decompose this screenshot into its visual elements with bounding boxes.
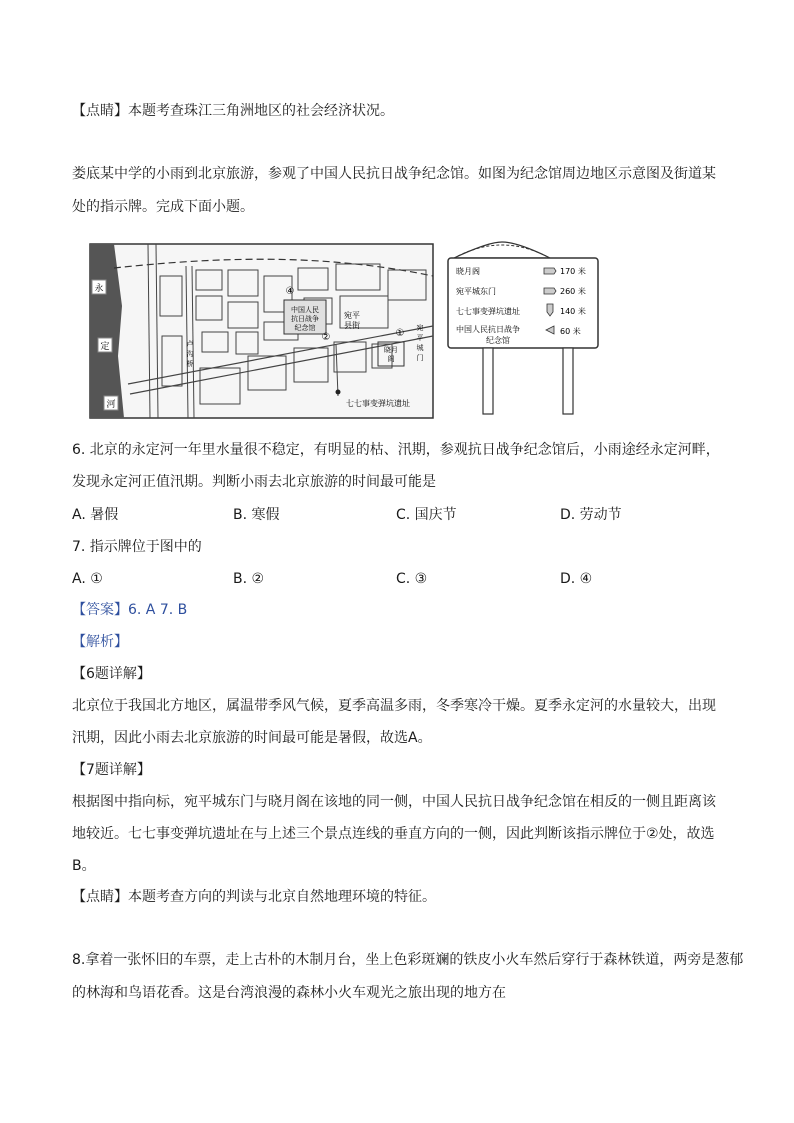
sign-row-1-name: 晓月阁 <box>456 267 480 276</box>
river-label-1: 永 <box>94 284 104 294</box>
sign-arch <box>454 242 550 258</box>
q6-option-b: B. 寒假 <box>233 507 280 523</box>
east-gate-label-2: 平 <box>416 334 424 342</box>
sign-row-3-dist: 140 米 <box>560 307 586 316</box>
intro-line-2: 处的指示牌。完成下面小题。 <box>72 199 254 215</box>
museum-label-3: 纪念馆 <box>294 324 316 332</box>
sign-post-left <box>483 348 493 414</box>
east-gate-label-3: 城 <box>416 344 424 352</box>
detail-6-line-1: 北京位于我国北方地区，属温带季风气候，夏季高温多雨，冬季寒冷干燥。夏季永定河的水量较大，出现 <box>72 698 716 714</box>
q6-line-1: 6. 北京的永定河一年里水量很不稳定，有明显的枯、汛期，参观抗日战争纪念馆后，小雨途经永定河畔， <box>72 442 720 458</box>
museum-label-1: 中国人民 <box>291 306 319 314</box>
q7-option-a: A. ① <box>72 571 103 587</box>
sign-row-3-name: 七七事变弹坑遗址 <box>456 307 520 316</box>
river-label-3: 河 <box>106 400 116 410</box>
sign-row-4-dist: 60 米 <box>560 327 581 336</box>
sign-row-4-name-line2: 纪念馆 <box>486 336 510 345</box>
road-label-3: 桥 <box>186 360 194 368</box>
sign-board <box>448 242 598 414</box>
q7-option-d: D. ④ <box>560 571 593 587</box>
street-label-2: 县街 <box>344 321 360 330</box>
sign-post-right <box>563 348 573 414</box>
arrow-right-icon <box>544 288 556 294</box>
pavilion-label-1: 晓月 <box>384 346 398 354</box>
answer-line: 【答案】6. A 7. B <box>72 602 188 618</box>
river-label-2: 定 <box>100 342 110 352</box>
q8-line-2: 的林海和鸟语花香。这是台湾浪漫的森林小火车观光之旅出现的地方在 <box>72 985 506 1001</box>
map-figure <box>88 236 618 420</box>
road-label-1: 卢 <box>186 340 194 348</box>
marker-2: ② <box>321 332 331 343</box>
museum-label-2: 抗日战争 <box>291 315 319 323</box>
sign-row-1-dist: 170 米 <box>560 267 586 276</box>
road-label-2: 沟 <box>186 350 194 358</box>
sign-row-2-dist: 260 米 <box>560 287 586 296</box>
detail-7-line-3: B。 <box>72 858 96 874</box>
top-note: 【点睛】本题考查珠江三角洲地区的社会经济状况。 <box>72 103 394 119</box>
detail-6-title: 【6题详解】 <box>72 666 151 682</box>
pavilion-label-2: 阁 <box>387 355 395 363</box>
q6-option-d: D. 劳动节 <box>560 507 622 523</box>
marker-1: ① <box>395 328 405 339</box>
q7-stem: 7. 指示牌位于图中的 <box>72 539 202 555</box>
crater-label: 七七事变弹坑遗址 <box>346 399 410 408</box>
east-gate-label-1: 宛 <box>416 324 424 332</box>
detail-7-line-2: 地较近。七七事变弹坑遗址在与上述三个景点连线的垂直方向的一侧，因此判断该指示牌位于②处，故选 <box>72 826 715 842</box>
q6-option-a: A. 暑假 <box>72 507 119 523</box>
sign-row-4-name: 中国人民抗日战争 <box>456 325 520 334</box>
detail-7-title: 【7题详解】 <box>72 762 151 778</box>
street-label-1: 宛平 <box>344 311 360 320</box>
q8-line-1: 8.拿着一张怀旧的车票，走上古朴的木制月台，坐上色彩斑斓的铁皮小火车然后穿行于森林铁道，两旁是葱郁 <box>72 952 744 968</box>
intro-line-1: 娄底某中学的小雨到北京旅游，参观了中国人民抗日战争纪念馆。如图为纪念馆周边地区示意图及街道某 <box>72 166 716 182</box>
east-gate-label-4: 门 <box>416 354 424 362</box>
q6-option-c: C. 国庆节 <box>396 507 457 523</box>
marker-4: ④ <box>285 286 295 297</box>
detail-6-line-2: 汛期，因此小雨去北京旅游的时间最可能是暑假，故选A。 <box>72 730 432 746</box>
analysis-heading: 【解析】 <box>72 634 128 650</box>
arrow-right-icon <box>544 268 556 274</box>
sign-row-2-name: 宛平城东门 <box>456 287 496 296</box>
crater-dot <box>336 390 341 395</box>
note-2: 【点睛】本题考查方向的判读与北京自然地理环境的特征。 <box>72 889 436 905</box>
q7-option-b: B. ② <box>233 571 265 587</box>
q7-option-c: C. ③ <box>396 571 428 587</box>
detail-7-line-1: 根据图中指向标，宛平城东门与晓月阁在该地的同一侧，中国人民抗日战争纪念馆在相反的一侧且距离该 <box>72 794 716 810</box>
q6-line-2: 发现永定河正值汛期。判断小雨去北京旅游的时间最可能是 <box>72 474 436 490</box>
